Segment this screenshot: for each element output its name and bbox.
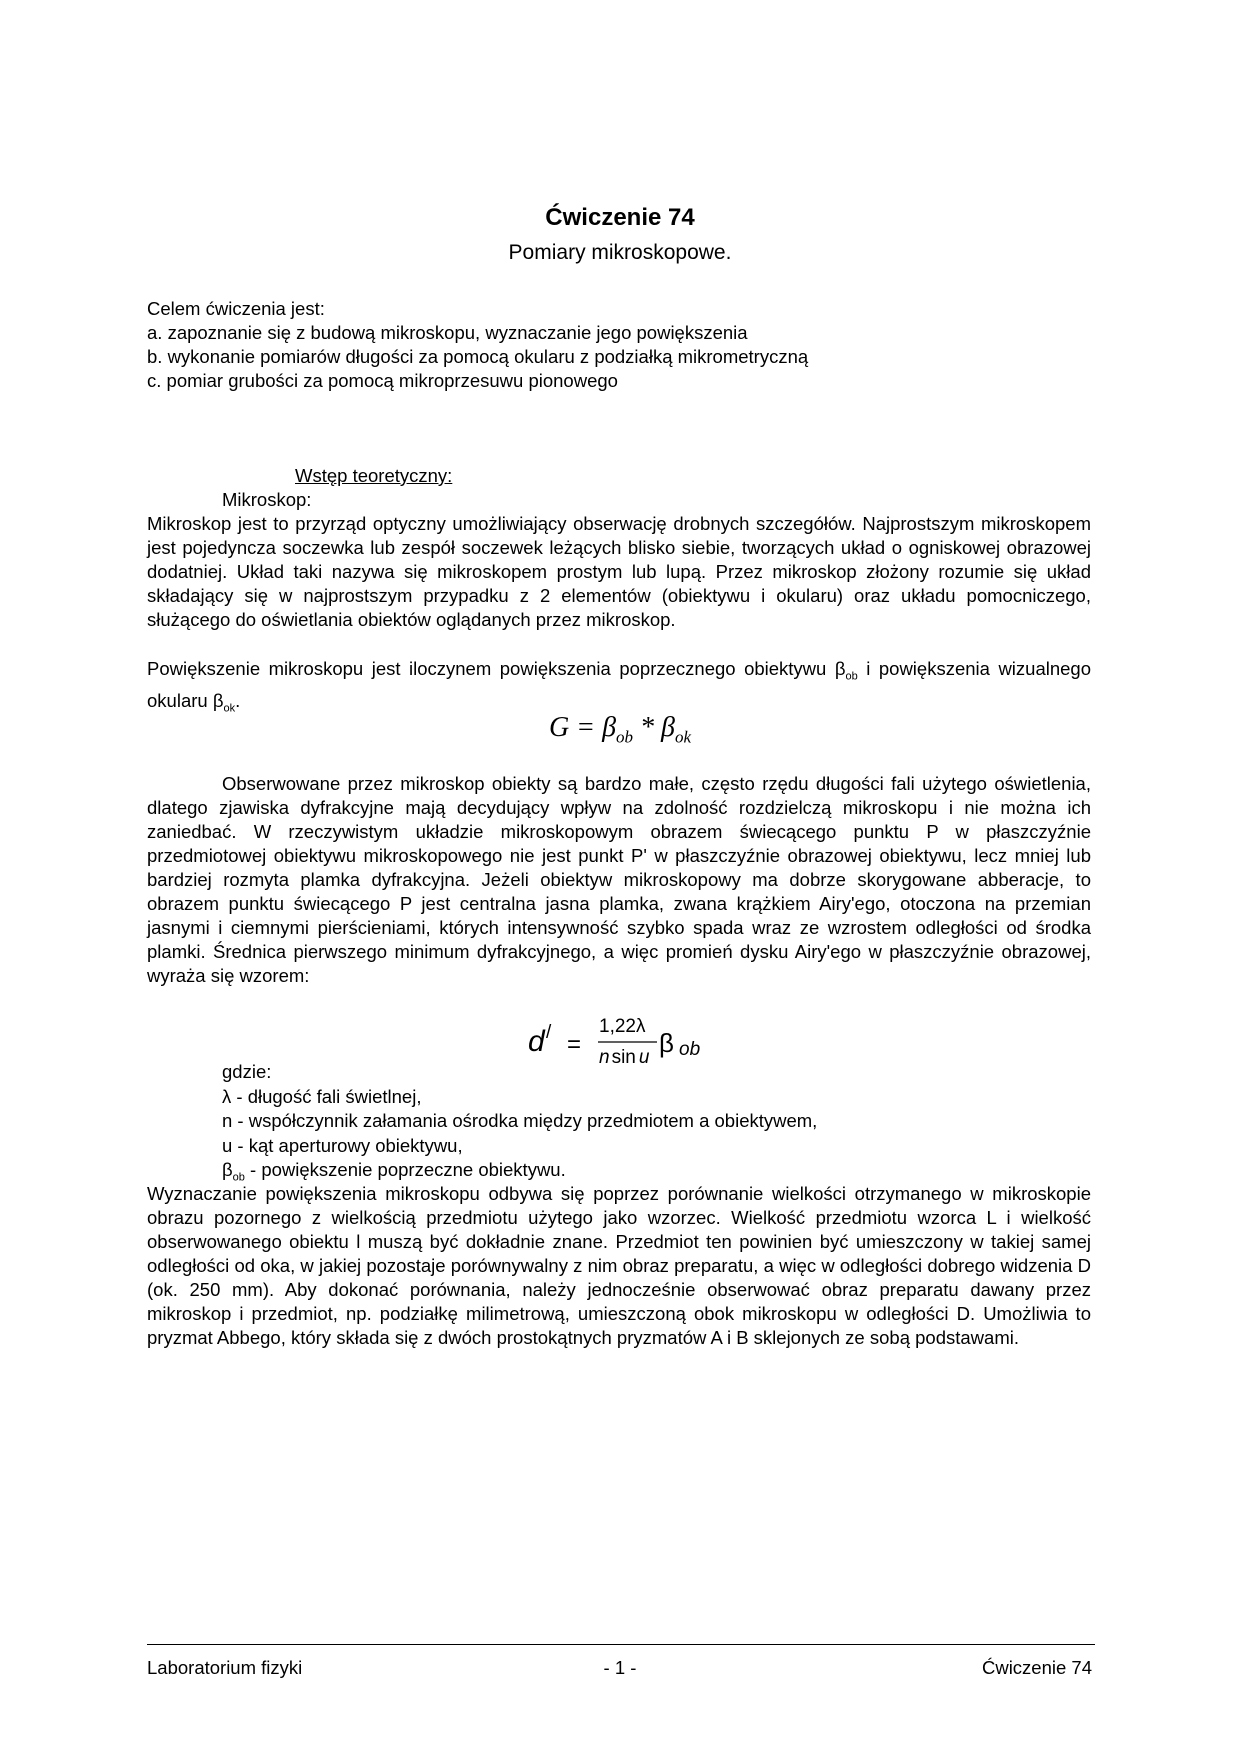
aim-item-c: c. pomiar grubości za pomocą mikroprzesuwu pionowego [147,370,618,391]
definition-lambda: λ - długość fali świetlnej, [222,1085,422,1107]
footer-left: Laboratorium fizyki [147,1657,303,1678]
microscope-subheading: Mikroskop: [222,489,312,510]
formula-magnification: $G = \beta_{ob} * \beta_{ok}$ [548,712,692,747]
footer-divider [147,1644,1095,1645]
formula-equals: = [567,1031,582,1058]
definition-u: u - kąt aperturowy obiektywu, [222,1134,463,1156]
theory-heading: Wstęp teoretyczny: [295,465,453,486]
definitions-list [222,1060,817,1190]
paragraph-microscope-intro: Mikroskop jest to przyrząd optyczny umożliwiający obserwację drobnych szczegółów. Najprostszym mikroskopem jest pojedyncza soczewka lub zespół soczewek leżących blisko siebie, tworzących układ o ogniskowej obrazowej dodatniej. Układ taki nazywa się mikroskopem prostym lub lupą. Przez mikroskop złożony rozumie się układ składający się w najprostszym przypadku z 2 elementów (obiektywu i okularu) oraz układu pomocniczego, służącego do oświetlania obiektów oglądanych przez mikroskop. [147,513,1091,630]
magnification-text-2: i powiększenia wizualnego okularu [147,658,1092,711]
page-subtitle: Pomiary mikroskopowe. [508,241,732,264]
page-title: Ćwiczenie 74 [545,204,695,231]
formula-d: d [528,1025,545,1058]
paragraph-diffraction: Obserwowane przez mikroskop obiekty są bardzo małe, często rzędu długości fali użytego oświetlenia, dlatego zjawiska dyfrakcyjne mają decydujący wpływ na zdolność rozdzielczą mikroskopu i nie można ich zaniedbać. W rzeczywistym układzie mikroskopowym obrazem świecącego punktu P w płaszczyźnie przedmiotowej obiektywu mikroskopowego nie jest punkt P' w płaszczyźnie obrazowej obiektywu, lecz mniej lub bardziej rozmyta plamka dyfrakcyjna. Jeżeli obiektyw mikroskopowy ma dobrze skorygowane abberacje, to obrazem punktu świecącego P jest centralna jasna plamka, zwana krążkiem Airy'ego, otoczona na przemian jasnymi i ciemnymi pierścieniami, których intensywność szybko spada wraz ze wzrostem odległości od środka plamki. Średnica pierwszego minimum dyfrakcyjnego, a więc promień dysku Airy'ego w płaszczyźnie obrazowej, wyraża się wzorem: [147,773,1091,986]
aims-intro: Celem ćwiczenia jest: [147,298,325,319]
paragraph-magnification-measurement: Wyznaczanie powiększenia mikroskopu odbywa się poprzez porównanie wielkości otrzymanego w mikroskopie obrazu pozornego z wielkością przedmiotu użytego jako wzorzec. Wielkość przedmiotu wzorca L i wielkość obserwowanego obiektu l muszą być dokładnie znane. Przedmiot ten powinien być umieszczony w takiej samej odległości od oka, w jakiej pozostaje porównywalny z nim obraz preparatu, a więc w odległości dobrego widzenia D (ok. 250 mm). Aby dokonać porównania, należy jednocześnie obserwować obraz preparatu dawany przez mikroskop i przedmiot, np. podziałkę milimetrową, umieszczoną obok mikroskopu w odległości D. Umożliwia to pryzmat Abbego, który składa się z dwóch prostokątnych pryzmatów A i B sklejonych ze sobą podstawami. [147,1183,1091,1348]
aim-item-a: a. zapoznanie się z budową mikroskopu, wyznaczanie jego powiększenia [147,322,748,343]
page-number: - 1 - [603,1657,637,1678]
definition-beta: $\beta_{ob}$ - powiększenie poprzeczne obiektywu. [222,1159,566,1184]
beta-ok-symbol: $\beta_{ok}$ [212,689,236,715]
footer-right: Ćwiczenie 74 [981,1657,1092,1678]
theory-heading-wrap [295,464,452,488]
aims-list [147,297,1091,393]
magnification-text-1: Powiększenie mikroskopu jest iloczynem powiększenia poprzecznego obiektywu [147,658,835,679]
definition-n: n - współczynnik załamania ośrodka między przedmiotem a obiektywem, [222,1110,818,1131]
formula-prime: / [546,1022,552,1043]
formula-beta: β [659,1028,674,1058]
definitions-intro: gdzie: [222,1061,272,1082]
formula-numerator: 1,22λ [599,1016,646,1037]
aim-item-b: b. wykonanie pomiarów długości za pomocą okularu z podziałką mikrometryczną [147,346,809,367]
beta-ob-symbol: $\beta_{ob}$ [834,658,858,683]
formula-sub-ob: ob [679,1039,701,1060]
formula-denominator: n sin u [599,1047,650,1068]
paragraph-magnification: Powiększenie mikroskopu jest iloczynem powiększenia poprzecznego obiektywu $\beta_{ob}$ i powiększenia wizualnego okularu $\beta_{ok}$. [147,658,1092,715]
